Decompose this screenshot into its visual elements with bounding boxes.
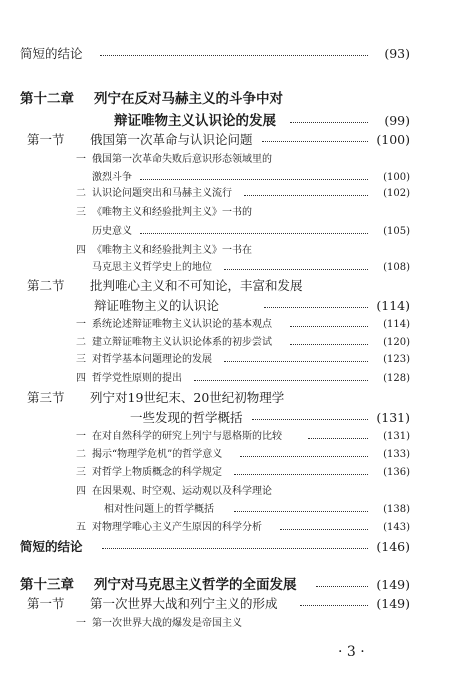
entry-page: (99)	[384, 113, 410, 128]
entry-page: (146)	[376, 539, 410, 554]
subsection-label: 二	[76, 449, 86, 460]
toc-subsection[interactable]	[0, 184, 450, 204]
entry-page: (149)	[376, 596, 410, 611]
toc-subsection[interactable]	[0, 614, 450, 634]
toc-subsection[interactable]	[0, 203, 450, 223]
entry-page: (120)	[383, 337, 410, 348]
entry-title: 简短的结论	[20, 539, 83, 554]
subsection-label: 四	[76, 245, 86, 256]
leader-dots	[140, 233, 368, 234]
subsection-title: 对哲学上物质概念的科学规定	[92, 467, 222, 478]
subsection-title: 建立辩证唯物主义认识论体系的初步尝试	[92, 337, 272, 348]
entry-page: (136)	[383, 467, 410, 478]
subsection-title: 俄国第一次革命失败后意识形态领域里的	[92, 154, 272, 165]
leader-dots	[194, 380, 368, 381]
subsection-title: 《唯物主义和经验批判主义》一书的	[92, 207, 252, 218]
subsection-label: 四	[76, 373, 86, 384]
toc-entry[interactable]	[0, 537, 450, 557]
entry-page: (131)	[383, 431, 410, 442]
entry-page: (100)	[383, 172, 410, 183]
leader-dots	[102, 548, 368, 549]
leader-dots	[224, 269, 368, 270]
chapter-title: 列宁在反对马赫主义的斗争中对	[94, 91, 283, 107]
subsection-label: 三	[76, 354, 86, 365]
toc-subsection[interactable]	[0, 463, 450, 483]
section-title: 列宁对19世纪末、20世纪初物理学	[90, 390, 285, 405]
toc-subsection[interactable]	[0, 150, 450, 170]
subsection-title: 在对自然科学的研究上列宁与恩格斯的比较	[92, 431, 282, 442]
entry-page: (102)	[383, 188, 410, 199]
toc-subsection-cont[interactable]	[0, 222, 450, 242]
leader-dots	[316, 586, 368, 587]
subsection-label: 三	[76, 467, 86, 478]
subsection-title-cont: 马克思主义哲学史上的地位	[92, 262, 212, 273]
entry-page: (149)	[376, 577, 410, 592]
subsection-label: 三	[76, 207, 86, 218]
leader-dots	[224, 361, 368, 362]
subsection-title: 哲学党性原则的提出	[92, 373, 182, 384]
toc-section-cont[interactable]	[0, 296, 450, 316]
subsection-title: 第一次世界大战的爆发是帝国主义	[92, 618, 242, 629]
toc-section[interactable]	[0, 388, 450, 408]
leader-dots	[290, 122, 368, 123]
entry-page: (131)	[376, 410, 410, 425]
section-label: 第三节	[27, 390, 65, 405]
entry-title: 简短的结论	[20, 46, 83, 61]
toc-subsection[interactable]	[0, 518, 450, 538]
entry-page: (133)	[383, 449, 410, 460]
subsection-title: 系统论述辩证唯物主义认识论的基本观点	[92, 319, 272, 330]
subsection-label: 一	[76, 319, 86, 330]
toc-subsection-cont[interactable]	[0, 500, 450, 520]
subsection-label: 四	[76, 486, 86, 497]
entry-page: (123)	[383, 354, 410, 365]
leader-dots	[264, 307, 368, 308]
leader-dots	[308, 438, 368, 439]
leader-dots	[290, 326, 368, 327]
subsection-title-cont: 相对性问题上的哲学概括	[104, 504, 214, 515]
leader-dots	[300, 605, 368, 606]
subsection-title: 在因果观、时空观、运动观以及科学理论	[92, 486, 272, 497]
entry-page: (114)	[383, 319, 410, 330]
toc-subsection[interactable]	[0, 445, 450, 465]
leader-dots	[234, 474, 368, 475]
toc-entry[interactable]	[0, 44, 450, 64]
toc-section[interactable]	[0, 594, 450, 614]
leader-dots	[280, 529, 368, 530]
chapter-title: 列宁对马克思主义哲学的全面发展	[94, 577, 297, 593]
toc-section[interactable]	[0, 130, 450, 150]
subsection-title: 《唯物主义和经验批判主义》一书在	[92, 245, 252, 256]
entry-page: (100)	[376, 132, 410, 147]
chapter-label: 第十三章	[20, 577, 74, 593]
section-title-cont: 一些发现的哲学概括	[130, 410, 243, 425]
leader-dots	[240, 456, 368, 457]
section-label: 第二节	[27, 278, 65, 293]
entry-page: (108)	[383, 262, 410, 273]
subsection-label: 二	[76, 188, 86, 199]
chapter-title-cont: 辩证唯物主义认识论的发展	[114, 113, 276, 129]
toc-section[interactable]	[0, 276, 450, 296]
leader-dots	[140, 179, 368, 180]
entry-page: (93)	[384, 46, 410, 61]
toc-subsection[interactable]	[0, 482, 450, 502]
subsection-label: 五	[76, 522, 86, 533]
toc-section-cont[interactable]	[0, 408, 450, 428]
subsection-title-cont: 激烈斗争	[92, 172, 132, 183]
section-title: 第一次世界大战和列宁主义的形成	[90, 596, 278, 611]
entry-page: (138)	[383, 504, 410, 515]
chapter-label: 第十二章	[20, 91, 74, 107]
section-label: 第一节	[27, 596, 65, 611]
section-title: 俄国第一次革命与认识论问题	[90, 132, 253, 147]
section-title: 批判唯心主义和不可知论，丰富和发展	[90, 278, 303, 293]
subsection-label: 一	[76, 431, 86, 442]
page-number: · 3 ·	[338, 644, 365, 660]
toc-chapter[interactable]	[0, 575, 450, 595]
toc-subsection-cont[interactable]	[0, 258, 450, 278]
toc-chapter[interactable]	[0, 89, 450, 109]
entry-page: (105)	[383, 226, 410, 237]
toc-chapter-cont[interactable]	[0, 111, 450, 131]
subsection-label: 二	[76, 337, 86, 348]
subsection-title-cont: 历史意义	[92, 226, 132, 237]
leader-dots	[100, 55, 368, 56]
toc-subsection[interactable]	[0, 427, 450, 447]
subsection-title: 对物理学唯心主义产生原因的科学分析	[92, 522, 262, 533]
toc-subsection[interactable]	[0, 350, 450, 370]
subsection-label: 一	[76, 618, 86, 629]
subsection-title: 认识论问题突出和马赫主义流行	[92, 188, 232, 199]
entry-page: (114)	[376, 298, 410, 313]
subsection-title: 对哲学基本问题理论的发展	[92, 354, 212, 365]
toc-subsection[interactable]	[0, 315, 450, 335]
entry-page: (143)	[383, 522, 410, 533]
leader-dots	[234, 511, 368, 512]
subsection-label: 一	[76, 154, 86, 165]
toc-subsection[interactable]	[0, 369, 450, 389]
subsection-title: 揭示“物理学危机”的哲学意义	[92, 449, 223, 460]
leader-dots	[252, 419, 368, 420]
section-label: 第一节	[27, 132, 65, 147]
leader-dots	[262, 141, 368, 142]
section-title-cont: 辩证唯物主义的认识论	[94, 298, 220, 313]
leader-dots	[290, 344, 368, 345]
leader-dots	[244, 195, 368, 196]
entry-page: (128)	[383, 373, 410, 384]
